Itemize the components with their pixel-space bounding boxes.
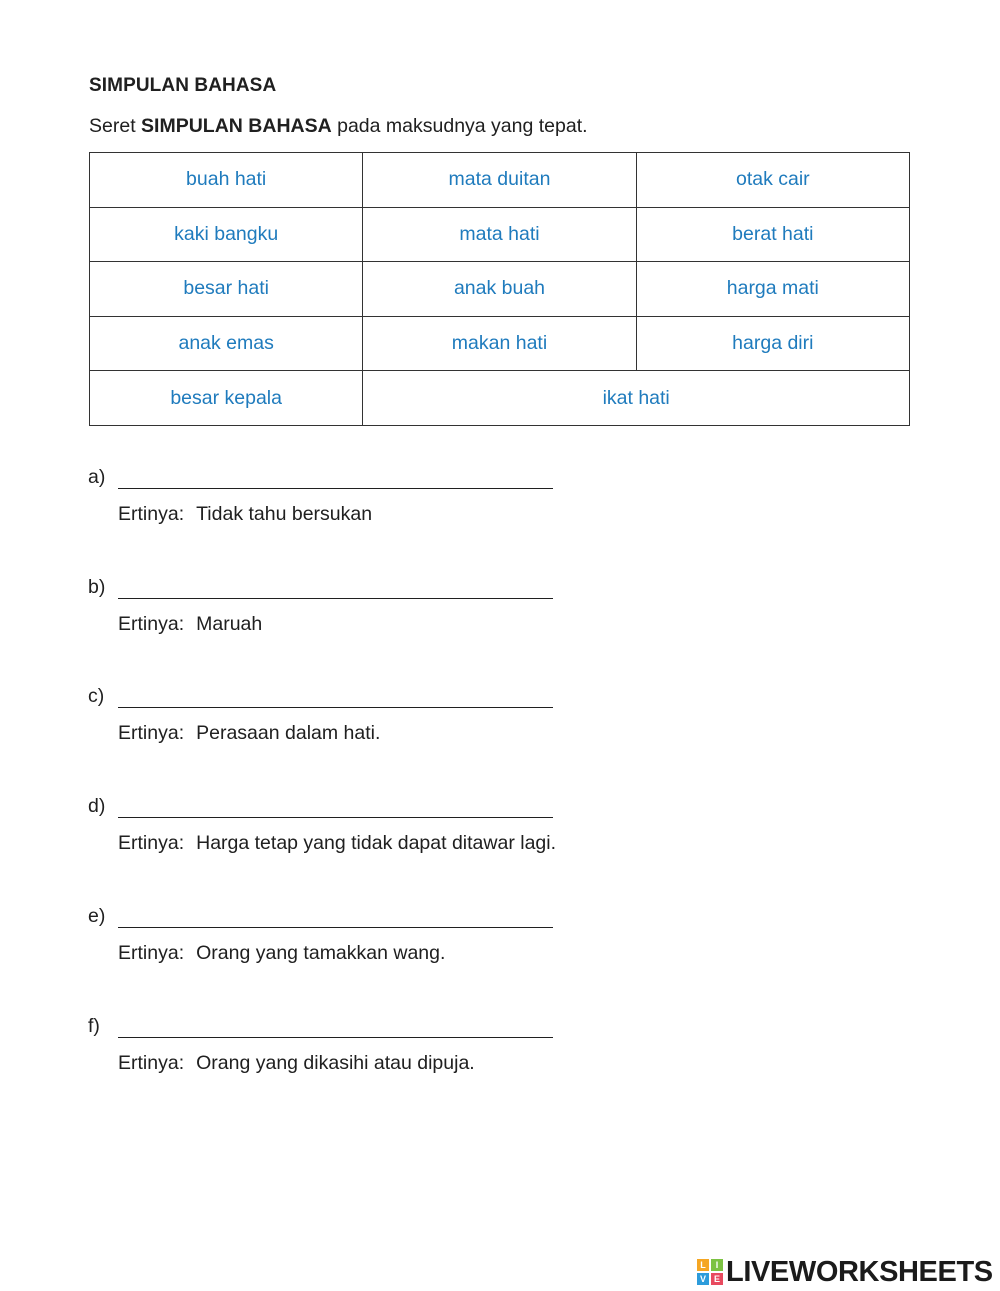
word-bank-table [89,152,910,426]
question-f [88,1015,608,1075]
meaning-text: Maruah [196,613,263,635]
liveworksheets-logo [697,1257,993,1287]
instruction-suffix: pada maksudnya yang tepat. [331,115,588,137]
word-bank-item[interactable]: harga mati [636,262,909,317]
word-bank-row [90,316,910,371]
question-letter: c) [88,685,105,707]
answer-drop-zone[interactable] [118,466,553,489]
word-bank-item[interactable]: besar hati [90,262,363,317]
question-letter: b) [88,576,106,598]
question-meaning [118,503,372,526]
question-c [88,685,608,745]
word-bank-row [90,153,910,208]
word-bank-item[interactable]: besar kepala [90,371,363,426]
meaning-text: Orang yang dikasihi atau dipuja. [196,1052,475,1074]
question-meaning [118,1052,475,1075]
worksheet-title: SIMPULAN BAHASA [89,75,277,96]
word-bank-item[interactable]: otak cair [636,153,909,208]
question-letter: f) [88,1015,100,1037]
word-bank-item[interactable]: ikat hati [363,371,910,426]
answer-drop-zone[interactable] [118,685,553,708]
word-bank-item[interactable]: berat hati [636,207,909,262]
logo-tile-i: I [711,1259,723,1271]
meaning-label: Ertinya: [118,832,185,854]
liveworksheets-logo-icon [697,1259,723,1285]
word-bank-row [90,371,910,426]
meaning-label: Ertinya: [118,942,185,964]
word-bank-row [90,207,910,262]
question-meaning [118,613,262,636]
meaning-label: Ertinya: [118,1052,185,1074]
question-meaning [118,722,380,745]
word-bank-item[interactable]: anak emas [90,316,363,371]
word-bank-item[interactable]: buah hati [90,153,363,208]
liveworksheets-logo-text: LIVEWORKSHEETS [726,1255,993,1288]
logo-tile-v: V [697,1273,709,1285]
question-e [88,905,608,965]
question-d [88,795,608,855]
instruction-prefix: Seret [89,115,142,137]
question-letter: a) [88,466,106,488]
question-meaning [118,942,445,965]
word-bank-item[interactable]: anak buah [363,262,636,317]
word-bank-item[interactable]: harga diri [636,316,909,371]
meaning-label: Ertinya: [118,722,185,744]
meaning-label: Ertinya: [118,503,185,525]
answer-drop-zone[interactable] [118,795,553,818]
meaning-text: Tidak tahu bersukan [196,503,373,525]
answer-drop-zone[interactable] [118,905,553,928]
question-a [88,466,608,526]
meaning-label: Ertinya: [118,613,185,635]
question-letter: d) [88,795,106,817]
word-bank-item[interactable]: mata duitan [363,153,636,208]
logo-tile-l: L [697,1259,709,1271]
meaning-text: Harga tetap yang tidak dapat ditawar lagi. [196,832,557,854]
word-bank-item[interactable]: kaki bangku [90,207,363,262]
word-bank-item[interactable]: mata hati [363,207,636,262]
instruction-bold: SIMPULAN BAHASA [141,115,332,137]
meaning-text: Orang yang tamakkan wang. [196,942,446,964]
answer-drop-zone[interactable] [118,576,553,599]
meaning-text: Perasaan dalam hati. [196,722,381,744]
answer-drop-zone[interactable] [118,1015,553,1038]
logo-tile-e: E [711,1273,723,1285]
word-bank-item[interactable]: makan hati [363,316,636,371]
instruction-text [89,115,588,138]
question-b [88,576,608,636]
question-meaning [118,832,556,855]
question-letter: e) [88,905,106,927]
word-bank-row [90,262,910,317]
